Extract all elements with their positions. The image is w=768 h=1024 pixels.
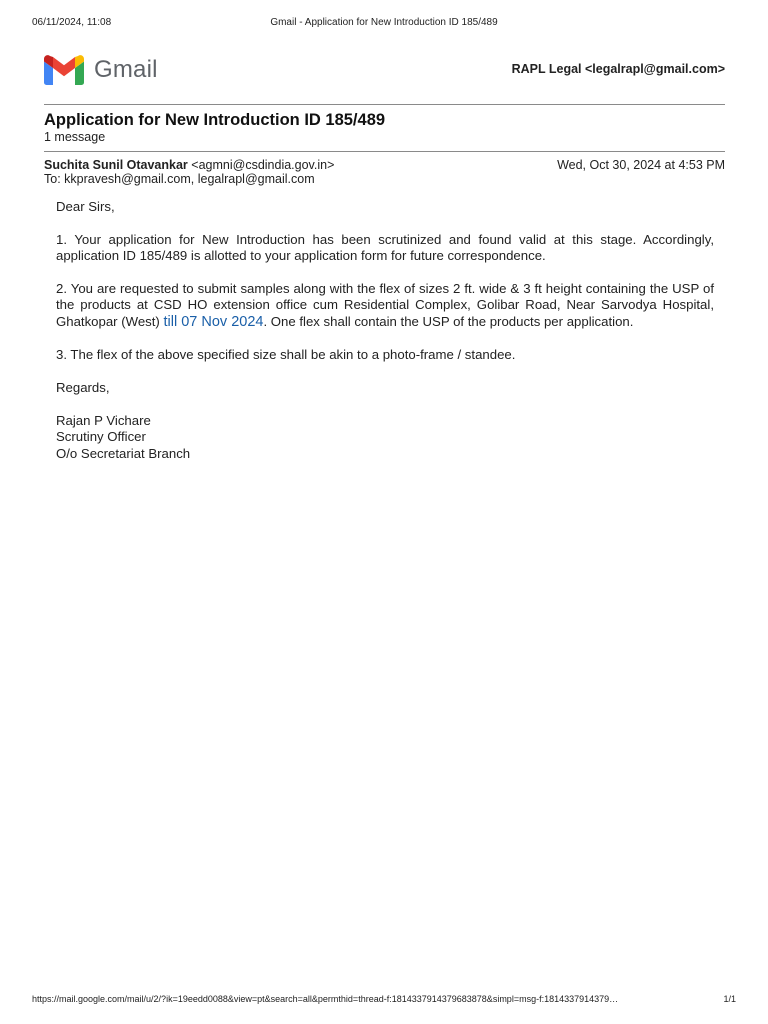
sender-line: [44, 158, 334, 172]
divider: [44, 151, 725, 152]
body-paragraph-2: [56, 281, 714, 331]
print-url: https://mail.google.com/mail/u/2/?ik=19eedd0088&view=pt&search=all&permthid=thread-f:1814337914379683878&simpl=msg-f:1814337914379…: [32, 994, 619, 1004]
header-row: [44, 54, 725, 86]
page-number: 1/1: [723, 994, 736, 1004]
print-datetime: 06/11/2024, 11:08: [32, 17, 112, 28]
divider: [44, 104, 725, 105]
signature-name: Rajan P Vichare: [56, 412, 151, 428]
message-date: Wed, Oct 30, 2024 at 4:53 PM: [557, 158, 725, 172]
paragraph-2-text: 2. You are requested to submit samples along with the flex of sizes 2 ft. wide & 3 ft height containing the USP of the products at CSD HO extension office cum Residential Complex, Golibar Road, Near Sarvodya Hospital, Ghatkopar (West): [56, 280, 714, 329]
body-paragraph-1: 1. Your application for New Introduction has been scrutinized and found valid at this stage. Accordingly, application ID 185/489 is allotted to your application form for future correspondence.: [56, 231, 714, 264]
closing: Regards,: [56, 380, 110, 396]
greeting: Dear Sirs,: [56, 199, 115, 214]
paragraph-2-tail: . One flex shall contain the USP of the products per application.: [263, 313, 634, 329]
print-header: [32, 17, 736, 31]
signature-office: O/o Secretariat Branch: [56, 445, 191, 461]
message-body: [56, 199, 714, 463]
body-paragraph-3: 3. The flex of the above specified size shall be akin to a photo-frame / standee.: [56, 346, 516, 362]
thread-subject: Application for New Introduction ID 185/489: [44, 111, 386, 129]
account-label: RAPL Legal <legalrapl@gmail.com>: [511, 62, 725, 76]
sender-name: Suchita Sunil Otavankar: [44, 158, 188, 172]
print-title: Gmail - Application for New Introduction ID 185/489: [270, 17, 498, 28]
signature-title: Scrutiny Officer: [56, 429, 146, 445]
recipients-line: To: kkpravesh@gmail.com, legalrapl@gmail.com: [44, 172, 315, 186]
print-footer: [32, 994, 736, 1006]
deadline-text: till 07 Nov 2024: [163, 313, 264, 330]
message-count: 1 message: [44, 130, 106, 144]
gmail-logo[interactable]: [44, 54, 158, 86]
sender-email: <agmni@csdindia.gov.in>: [191, 158, 335, 172]
gmail-m-icon: [44, 55, 84, 85]
gmail-wordmark: Gmail: [94, 56, 158, 83]
